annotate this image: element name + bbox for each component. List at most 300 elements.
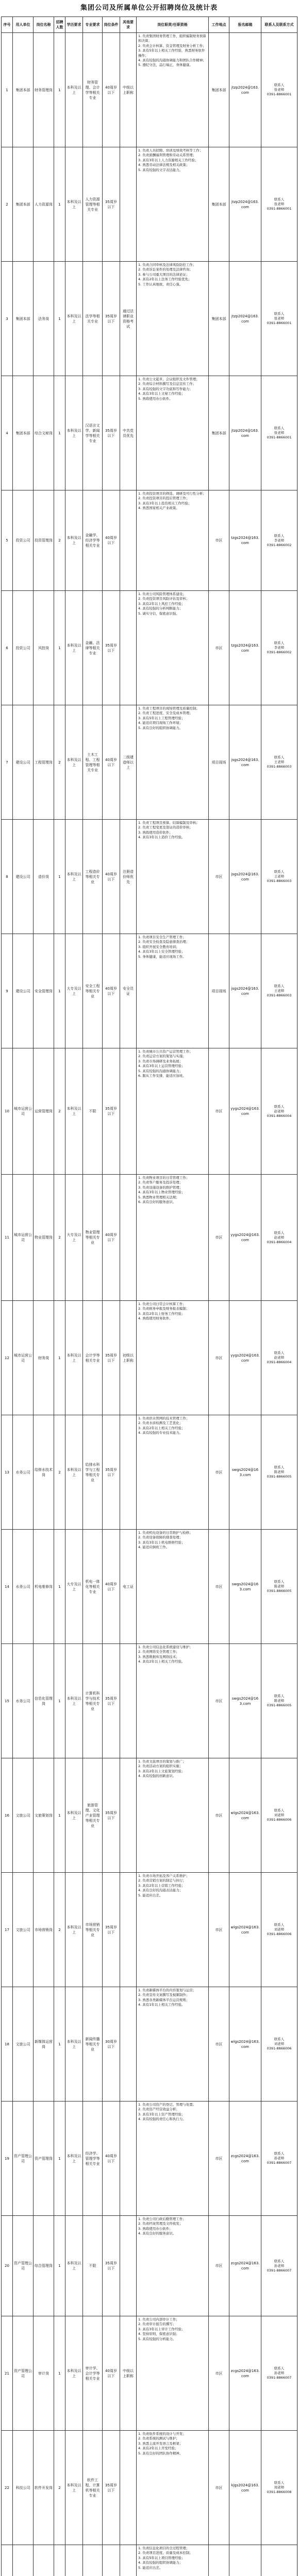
- cell-post: 运营管理岗: [34, 1048, 54, 1175]
- cell-other: [120, 2102, 137, 2216]
- cell-post: 造价岗: [34, 820, 54, 934]
- cell-no: 20: [2, 2216, 13, 2316]
- cell-no: 19: [2, 2102, 13, 2216]
- cell-major: 审计学、会计学等相关专业: [83, 2316, 103, 2431]
- cell-req: 1. 负责文旅项目的策划与推广； 2. 负责活动方案的组织实施； 3. 具有2年以上文旅策划经验； 4. 具有较强的创新意识。: [137, 1758, 209, 1873]
- cell-edu: 本科及以上: [65, 1987, 83, 2102]
- cell-no: 6: [2, 591, 13, 705]
- cell-no: 18: [2, 1987, 13, 2102]
- cell-no: 22: [2, 2431, 13, 2545]
- cell-no: [2, 2545, 13, 2576]
- table-row: [2, 591, 297, 705]
- cell-other: [120, 1873, 137, 1987]
- cell-place: 市区: [209, 2316, 229, 2431]
- cell-post: 综合管理岗: [34, 2216, 54, 2316]
- cell-major: 不限: [83, 2216, 103, 2316]
- cell-contact: 联系人 赵老师 0391-8866004: [261, 1175, 297, 1301]
- cell-unit: 投资公司: [13, 490, 34, 591]
- cell-req: 1. 负责集团财务管理工作，组织编制财务预算和决算； 2. 负责会计核算、资金管理及财务分析工作； 3. 具有5年以上相关工作经验，熟悉财务软件操作； 4. 具有较强的沟通协调能力和团队合作精神； 5. 遵纪守法，品行端正，身体健康。: [137, 33, 209, 147]
- header-num: 招聘人数: [54, 17, 65, 33]
- cell-post: 软件开发岗: [34, 2431, 54, 2545]
- cell-cond: 35周岁以下: [103, 2216, 120, 2316]
- header-contact: 联系人及联系方式: [261, 17, 297, 33]
- header-no: 序号: [2, 17, 13, 33]
- cell-post: 风控岗: [34, 591, 54, 705]
- cell-unit: 集团本部: [13, 33, 34, 147]
- cell-unit: 投资公司: [13, 591, 34, 705]
- cell-req: 1. 负责物业项目的日常管理工作； 2. 负责客户服务及投诉处理； 3. 负责设施设备的维护管理； 4. 具有3年以上物业管理经验； 5. 熟悉物业管理相关法规； 6. 具有良好的服务意识。: [137, 1175, 209, 1301]
- cell-mail[interactable]: tzgs2024@163.com: [229, 591, 261, 705]
- cell-major: 软件工程、计算机等相关专业: [83, 2431, 103, 2545]
- cell-other: [120, 1175, 137, 1301]
- cell-mail[interactable]: jsgs2024@163.com: [229, 820, 261, 934]
- cell-mail[interactable]: jsgs2024@163.com: [229, 934, 261, 1048]
- cell-edu: 本科及以上: [65, 1873, 83, 1987]
- cell-req: 1. 负责公司日常会计核算工作； 2. 负责税务申报及财务报表编制； 3. 具有2年以上财务工作经验； 4. 熟练使用财务软件。: [137, 1301, 209, 1415]
- table-row: [2, 705, 297, 820]
- cell-mail[interactable]: jtzp2024@163.com: [229, 376, 261, 490]
- cell-unit: 集团本部: [13, 262, 34, 376]
- cell-cond: 35周岁以下: [103, 1048, 120, 1175]
- cell-unit: 城市运营公司: [13, 1175, 34, 1301]
- cell-other: [120, 1415, 137, 1530]
- cell-no: 21: [2, 2316, 13, 2431]
- cell-edu: 本科及以上: [65, 262, 83, 376]
- cell-contact: 联系人 李老师 0391-8866002: [261, 490, 297, 591]
- cell-other: 安全员证: [120, 934, 137, 1048]
- cell-num: 1: [54, 147, 65, 262]
- cell-req: 1. 负责机电设备的日常维护与检修； 2. 负责设备故障的排查处理； 3. 具有3年以上机电维修经验； 4. 能适应倒班工作。: [137, 1530, 209, 1644]
- cell-unit: 水务公司: [13, 1644, 34, 1758]
- table-row: [2, 262, 297, 376]
- cell-num: 2: [54, 705, 65, 820]
- cell-major: 新闻传播等相关专业: [83, 1987, 103, 2102]
- cell-major: 给排水科学与工程等相关专业: [83, 1415, 103, 1530]
- cell-no: 5: [2, 490, 13, 591]
- cell-edu: 本科及以上: [65, 490, 83, 591]
- cell-edu: 本科及以上: [65, 147, 83, 262]
- table-row: [2, 1415, 297, 1530]
- cell-req: 1. 负责软件系统的设计与开发； 2. 负责系统的测试与维护； 3. 熟悉主流开发语言及框架； 4. 具有2年以上开发经验； 5. 具有良好的团队协作精神。: [137, 2431, 209, 2545]
- cell-mail[interactable]: zcgs2024@163.com: [229, 2102, 261, 2216]
- cell-cond: 40周岁以下: [103, 934, 120, 1048]
- cell-post: [34, 2545, 54, 2576]
- cell-req: 1. 负责工程项目的现场管理及质量控制； 2. 负责工程进度、安全及成本管理； 3. 具有5年以上工程管理经验； 4. 能适应项目现场工作环境； 5. 具有良好的组织协调能力。: [137, 705, 209, 820]
- cell-cond: 35周岁以下: [103, 1644, 120, 1758]
- cell-unit: 文旅公司: [13, 1758, 34, 1873]
- cell-other: [120, 1048, 137, 1175]
- cell-contact: 联系人 陈老师 0391-8866005: [261, 1644, 297, 1758]
- cell-cond: 40周岁以下: [103, 33, 120, 147]
- cell-edu: 本科及以上: [65, 33, 83, 147]
- cell-post: 工程管理岗: [34, 705, 54, 820]
- cell-unit: 建设公司: [13, 934, 34, 1048]
- cell-num: 1: [54, 376, 65, 490]
- cell-edu: 本科及以上: [65, 2431, 83, 2545]
- cell-contact: 联系人 王老师 0391-8866003: [261, 705, 297, 820]
- cell-cond: 35周岁以下: [103, 591, 120, 705]
- cell-no: 10: [2, 1048, 13, 1175]
- cell-edu: 本科及以上: [65, 1644, 83, 1758]
- table-row: [2, 2102, 297, 2216]
- cell-place: 市区: [209, 1873, 229, 1987]
- cell-no: 4: [2, 376, 13, 490]
- cell-contact: 联系人 孙老师 0391-8866007: [261, 2102, 297, 2216]
- header-mail: 报名邮箱: [229, 17, 261, 33]
- table-row: [2, 2216, 297, 2316]
- cell-mail[interactable]: zcgs2024@163.com: [229, 2216, 261, 2316]
- cell-place: 项目现场: [209, 934, 229, 1048]
- table-row: [2, 820, 297, 934]
- cell-place: 市区: [209, 1987, 229, 2102]
- table-header-row: [2, 17, 297, 33]
- cell-place: 市区: [209, 2431, 229, 2545]
- cell-req: 1. 负责公司风险管理体系建设； 2. 负责投资项目风险评估及审核； 3. 具有2年以上风控工作经验； 4. 具有较强的分析判断能力； 5. 诚实守信，保密意识强。: [137, 591, 209, 705]
- cell-mail[interactable]: kjgs2024@163.com: [229, 2431, 261, 2545]
- recruitment-table: [1, 16, 297, 2576]
- cell-req: 1. 负责合同审核及法律风险防控工作； 2. 负责诉讼案件的处理及法律咨询； 3. 参与公司重大项目的法律论证； 4. 具有2年以上法务工作经验优先； 5. 工作认真细致，责任心强。: [137, 262, 209, 376]
- cell-contact: 联系人 陈老师 0391-8866005: [261, 1415, 297, 1530]
- cell-post: 投资管理岗: [34, 490, 54, 591]
- cell-mail[interactable]: wlgs2024@163.com: [229, 1987, 261, 2102]
- cell-num: 2: [54, 1175, 65, 1301]
- cell-place: 市区: [209, 1758, 229, 1873]
- cell-mail[interactable]: swgs2024@163.com: [229, 1644, 261, 1758]
- cell-major: 法学等相关专业: [83, 262, 103, 376]
- cell-req: 1. 负责项目安全生产管理工作； 2. 负责安全检查及隐患排查治理； 3. 组织开展安全教育培训； 4. 具有3年以上安全管理经验； 5. 身体健康，能适应现场工作。: [137, 934, 209, 1048]
- cell-major: 经济学、管理学等相关专业: [83, 2102, 103, 2216]
- cell-other: 注册造价师优先: [120, 820, 137, 934]
- cell-edu: 本科及以上: [65, 705, 83, 820]
- cell-major: 旅游管理、文化产业管理等相关专业: [83, 1758, 103, 1873]
- cell-no: 13: [2, 1415, 13, 1530]
- cell-place: 市区: [209, 1415, 229, 1530]
- cell-num: 1: [54, 591, 65, 705]
- header-post: 岗位名称: [34, 17, 54, 33]
- cell-post: 市场营销岗: [34, 1873, 54, 1987]
- cell-num: 1: [54, 262, 65, 376]
- cell-cond: 35周岁以下: [103, 262, 120, 376]
- cell-place: 市区: [209, 2102, 229, 2216]
- cell-req: 1. 负责供水管网的技术管理工作； 2. 负责水质检测及工艺优化； 3. 具有2年以上相关工作经验； 4. 具有较强的专业技术能力。: [137, 1415, 209, 1530]
- cell-no: 7: [2, 705, 13, 820]
- cell-edu: 本科及以上: [65, 376, 83, 490]
- cell-no: 8: [2, 820, 13, 934]
- cell-other: 中级以上职称: [120, 33, 137, 147]
- cell-req: 1. 负责公司行政后勤管理工作； 2. 负责档案管理及文件收发； 3. 熟练使用办公软件； 4. 具有良好的服务意识。: [137, 2216, 209, 2316]
- cell-major: 金融学、经济学等相关专业: [83, 490, 103, 591]
- cell-no: 14: [2, 1530, 13, 1644]
- cell-unit: 水务公司: [13, 1530, 34, 1644]
- header-unit: 用人单位: [13, 17, 34, 33]
- cell-num: 1: [54, 1644, 65, 1758]
- table-row: [2, 2431, 297, 2545]
- cell-cond: 35周岁以下: [103, 2431, 120, 2545]
- cell-other: 中级以上职称: [120, 2316, 137, 2431]
- header-cond: 岗位条件: [103, 17, 120, 33]
- cell-unit: 水务公司: [13, 1415, 34, 1530]
- cell-post: 物业管理岗: [34, 1175, 54, 1301]
- cell-place: 市区: [209, 1530, 229, 1644]
- cell-place: 集团本部: [209, 376, 229, 490]
- cell-post: 审计岗: [34, 2316, 54, 2431]
- cell-unit: 文旅公司: [13, 1987, 34, 2102]
- cell-major: 市场营销等相关专业: [83, 1873, 103, 1987]
- table-row: [2, 1758, 297, 1873]
- cell-contact: 联系人 陈老师 0391-8866005: [261, 1530, 297, 1644]
- table-row: [2, 376, 297, 490]
- cell-edu: 本科及以上: [65, 1758, 83, 1873]
- cell-place: 市区: [209, 2216, 229, 2316]
- cell-contact: 联系人 张老师 0391-8866001: [261, 376, 297, 490]
- cell-mail[interactable]: zcgs2024@163.com: [229, 2316, 261, 2431]
- cell-num: 1: [54, 1530, 65, 1644]
- cell-other: [120, 1644, 137, 1758]
- cell-place: 市区: [209, 1301, 229, 1415]
- cell-post: 人力资源岗: [34, 147, 54, 262]
- cell-mail[interactable]: wlgs2024@163.com: [229, 1758, 261, 1873]
- cell-edu: 大专及以上: [65, 1530, 83, 1644]
- cell-contact: 联系人 李老师 0391-8866002: [261, 591, 297, 705]
- cell-post: 新媒体运营岗: [34, 1987, 54, 2102]
- cell-no: 2: [2, 147, 13, 262]
- cell-contact: 联系人 周老师 0391-8866008: [261, 2431, 297, 2545]
- cell-post: 信息化管理岗: [34, 1644, 54, 1758]
- cell-num: [54, 2545, 65, 2576]
- cell-major: 安全工程等相关专业: [83, 934, 103, 1048]
- cell-place: 集团本部: [209, 33, 229, 147]
- header-other: 其他要求: [120, 17, 137, 33]
- cell-place: 集团本部: [209, 262, 229, 376]
- cell-cond: 40周岁以下: [103, 1175, 120, 1301]
- cell-num: 1: [54, 934, 65, 1048]
- cell-contact: 联系人 赵老师 0391-8866004: [261, 1301, 297, 1415]
- cell-num: 1: [54, 33, 65, 147]
- cell-num: 1: [54, 820, 65, 934]
- cell-edu: 本科及以上: [65, 1301, 83, 1415]
- cell-other: 二级建造师以上: [120, 705, 137, 820]
- cell-cond: 35周岁以下: [103, 1301, 120, 1415]
- cell-no: 9: [2, 934, 13, 1048]
- header-place: 工作地点: [209, 17, 229, 33]
- cell-other: [120, 2431, 137, 2545]
- cell-cond: [103, 2545, 120, 2576]
- cell-num: 2: [54, 1415, 65, 1530]
- cell-contact: 联系人 张老师 0391-8866001: [261, 147, 297, 262]
- cell-unit: 文旅公司: [13, 1873, 34, 1987]
- cell-major: 会计学等相关专业: [83, 1301, 103, 1415]
- cell-major: [83, 2545, 103, 2576]
- table-row: [2, 1175, 297, 1301]
- cell-post: 财务岗: [34, 1301, 54, 1415]
- cell-major: 汉语言文学、新闻学等相关专业: [83, 376, 103, 490]
- table-row: [2, 1644, 297, 1758]
- cell-major: 不限: [83, 1048, 103, 1175]
- cell-num: 2: [54, 1048, 65, 1175]
- cell-num: 2: [54, 490, 65, 591]
- cell-edu: 本科及以上: [65, 2316, 83, 2431]
- cell-mail[interactable]: jtzp2024@163.com: [229, 33, 261, 147]
- cell-post: 综合文秘岗: [34, 376, 54, 490]
- cell-edu: 本科及以上: [65, 1048, 83, 1175]
- cell-no: 11: [2, 1175, 13, 1301]
- cell-major: 计算机科学与技术等相关专业: [83, 1644, 103, 1758]
- table-row: [2, 1530, 297, 1644]
- cell-mail[interactable]: yygs2024@163.com: [229, 1175, 261, 1301]
- cell-contact: 联系人 刘老师 0391-8866006: [261, 1987, 297, 2102]
- cell-req: 1. 负责投资项目的筛选、调研及可行性分析； 2. 负责投资项目的投后管理工作； 3. 具有3年以上投资相关工作经验； 4. 熟悉国家相关产业政策。: [137, 490, 209, 591]
- cell-mail[interactable]: tzgs2024@163.com: [229, 490, 261, 591]
- cell-other: [120, 591, 137, 705]
- cell-cond: 30周岁以下: [103, 1987, 120, 2102]
- cell-edu: 本科及以上: [65, 2102, 83, 2216]
- cell-contact: 联系人 刘老师 0391-8866006: [261, 1758, 297, 1873]
- cell-place: 市区: [209, 490, 229, 591]
- cell-mail[interactable]: jtzp2024@163.com: [229, 147, 261, 262]
- cell-other: 中共党员优先: [120, 376, 137, 490]
- cell-place: 市区: [209, 591, 229, 705]
- cell-major: 土木工程、工程管理等相关专业: [83, 705, 103, 820]
- cell-req: 1. 负责城市公共资产运营管理工作； 2. 负责运营方案的策划与实施； 3. 负责市场调研及业务拓展； 4. 具有3年以上运营管理经验； 5. 具有较强的沟通协调能力； 6. 服从工作安排，能适应加班。: [137, 1048, 209, 1175]
- cell-req: 1. 负责信息化项目的全过程管理； 2. 负责项目进度、质量及成本控制； 3. 具有5年以上项目管理经验； 4. 具有较强的组织协调能力； 5. 能适应出差。: [137, 2545, 209, 2576]
- cell-cond: 35周岁以下: [103, 376, 120, 490]
- cell-unit: [13, 2545, 34, 2576]
- cell-num: 1: [54, 2102, 65, 2216]
- cell-unit: 建设公司: [13, 820, 34, 934]
- table-row: [2, 1873, 297, 1987]
- cell-mail[interactable]: yygs2024@163.com: [229, 1301, 261, 1415]
- cell-major: 财务管理、会计学等相关专业: [83, 33, 103, 147]
- cell-edu: 本科及以上: [65, 2216, 83, 2316]
- cell-other: [120, 147, 137, 262]
- cell-req: 1. 负责公司信息化系统建设与维护； 2. 负责网络安全管理工作； 3. 熟悉数据库及网络技术； 4. 具有2年以上相关工作经验。: [137, 1644, 209, 1758]
- cell-major: 人力资源管理等相关专业: [83, 147, 103, 262]
- table-row: [2, 33, 297, 147]
- cell-num: 2: [54, 1873, 65, 1987]
- cell-no: 1: [2, 33, 13, 147]
- cell-contact: 联系人 王老师 0391-8866003: [261, 820, 297, 934]
- cell-contact: [261, 2545, 297, 2576]
- cell-edu: 大专及以上: [65, 934, 83, 1048]
- cell-cond: 40周岁以下: [103, 820, 120, 934]
- cell-place: 市区: [209, 1175, 229, 1301]
- table-row: [2, 2545, 297, 2576]
- cell-other: [120, 490, 137, 591]
- cell-mail[interactable]: [229, 2545, 261, 2576]
- cell-unit: 资产管理公司: [13, 2316, 34, 2431]
- cell-cond: 40周岁以下: [103, 705, 120, 820]
- cell-contact: 联系人 张老师 0391-8866001: [261, 33, 297, 147]
- cell-mail[interactable]: yygs2024@163.com: [229, 1048, 261, 1175]
- cell-no: 12: [2, 1301, 13, 1415]
- cell-other: [120, 2216, 137, 2316]
- cell-contact: 联系人 张老师 0391-8866001: [261, 262, 297, 376]
- cell-major: 金融、法律等相关专业: [83, 591, 103, 705]
- cell-edu: 大专及以上: [65, 1175, 83, 1301]
- cell-num: 1: [54, 1758, 65, 1873]
- cell-unit: 城市运营公司: [13, 1048, 34, 1175]
- cell-other: 通过法律职业资格考试: [120, 262, 137, 376]
- cell-cond: 40周岁以下: [103, 490, 120, 591]
- cell-post: 文旅策划岗: [34, 1758, 54, 1873]
- cell-place: [209, 2545, 229, 2576]
- cell-place: 市区: [209, 820, 229, 934]
- table-row: [2, 147, 297, 262]
- cell-major: 工程造价等相关专业: [83, 820, 103, 934]
- table-row: [2, 490, 297, 591]
- cell-contact: 联系人 孙老师 0391-8866007: [261, 2316, 297, 2431]
- cell-req: 1. 负责工程项目预算、结算编制及审核； 2. 负责工程变更及签证的造价审核； 3. 熟练使用造价软件； 4. 具有3年以上造价工作经验。: [137, 820, 209, 934]
- cell-req: 1. 负责公司内部审计工作； 2. 负责审计报告的撰写； 3. 具有3年以上审计工作经验； 4. 坚持原则，保密意识强； 5. 具有较强的分析能力。: [137, 2316, 209, 2431]
- cell-place: 集团本部: [209, 147, 229, 262]
- cell-post: 资产管理岗: [34, 2102, 54, 2216]
- cell-contact: 联系人 刘老师 0391-8866006: [261, 1873, 297, 1987]
- header-req: 岗位职责/任职资格: [137, 17, 209, 33]
- table-row: [2, 934, 297, 1048]
- cell-cond: 40周岁以下: [103, 2316, 120, 2431]
- cell-no: 15: [2, 1644, 13, 1758]
- cell-mail[interactable]: swgs2024@163.com: [229, 1415, 261, 1530]
- page-title: 集团公司及所属单位公开招聘岗位及统计表: [80, 4, 218, 12]
- cell-other: [120, 1987, 137, 2102]
- table-row: [2, 2316, 297, 2431]
- cell-major: 机电一体化等相关专业: [83, 1530, 103, 1644]
- cell-num: 1: [54, 1301, 65, 1415]
- cell-mail[interactable]: swgs2024@163.com: [229, 1530, 261, 1644]
- cell-post: 法务岗: [34, 262, 54, 376]
- cell-cond: 40周岁以下: [103, 2102, 120, 2216]
- cell-other: 电工证: [120, 1530, 137, 1644]
- cell-place: 市区: [209, 1644, 229, 1758]
- cell-cond: 35周岁以下: [103, 1415, 120, 1530]
- cell-unit: 资产管理公司: [13, 2216, 34, 2316]
- cell-cond: 35周岁以下: [103, 1873, 120, 1987]
- cell-unit: 城市运营公司: [13, 1301, 34, 1415]
- cell-req: 1. 负责公司资产的登记、管理与处置； 2. 负责资产经营效益分析； 3. 具有3年以上资产管理经验； 4. 具有较强的责任心和执行力。: [137, 2102, 209, 2216]
- cell-unit: 集团本部: [13, 147, 34, 262]
- cell-edu: [65, 2545, 83, 2576]
- table-row: [2, 1048, 297, 1175]
- cell-contact: 联系人 赵老师 0391-8866004: [261, 1048, 297, 1175]
- cell-mail[interactable]: jsgs2024@163.com: [229, 705, 261, 820]
- table-row: [2, 1301, 297, 1415]
- cell-major: 物业管理等相关专业: [83, 1175, 103, 1301]
- cell-unit: 科技公司: [13, 2431, 34, 2545]
- cell-num: 1: [54, 2216, 65, 2316]
- cell-req: 1. 负责新媒体平台的内容策划与运营； 2. 负责宣传文案撰写及视频制作； 3. 熟悉各类新媒体平台运营规则； 4. 具有1年以上相关工作经验。: [137, 1987, 209, 2102]
- cell-num: 2: [54, 2431, 65, 2545]
- table-row: [2, 1987, 297, 2102]
- cell-mail[interactable]: jtzp2024@163.com: [229, 262, 261, 376]
- cell-edu: 本科及以上: [65, 1415, 83, 1530]
- header-major: 专业要求: [83, 17, 103, 33]
- cell-place: 市区: [209, 1048, 229, 1175]
- cell-post: 机电维修岗: [34, 1530, 54, 1644]
- cell-other: [120, 1758, 137, 1873]
- cell-mail[interactable]: wlgs2024@163.com: [229, 1873, 261, 1987]
- cell-post: 安全管理岗: [34, 934, 54, 1048]
- cell-unit: 集团本部: [13, 376, 34, 490]
- table-body: [2, 33, 297, 2576]
- cell-post: 给排水技术岗: [34, 1415, 54, 1530]
- cell-post: 财务管理岗: [34, 33, 54, 147]
- cell-num: 1: [54, 1987, 65, 2102]
- cell-cond: 35周岁以下: [103, 147, 120, 262]
- cell-no: 16: [2, 1758, 13, 1873]
- cell-contact: 联系人 王老师 0391-8866003: [261, 934, 297, 1048]
- cell-num: 1: [54, 2316, 65, 2431]
- cell-no: 17: [2, 1873, 13, 1987]
